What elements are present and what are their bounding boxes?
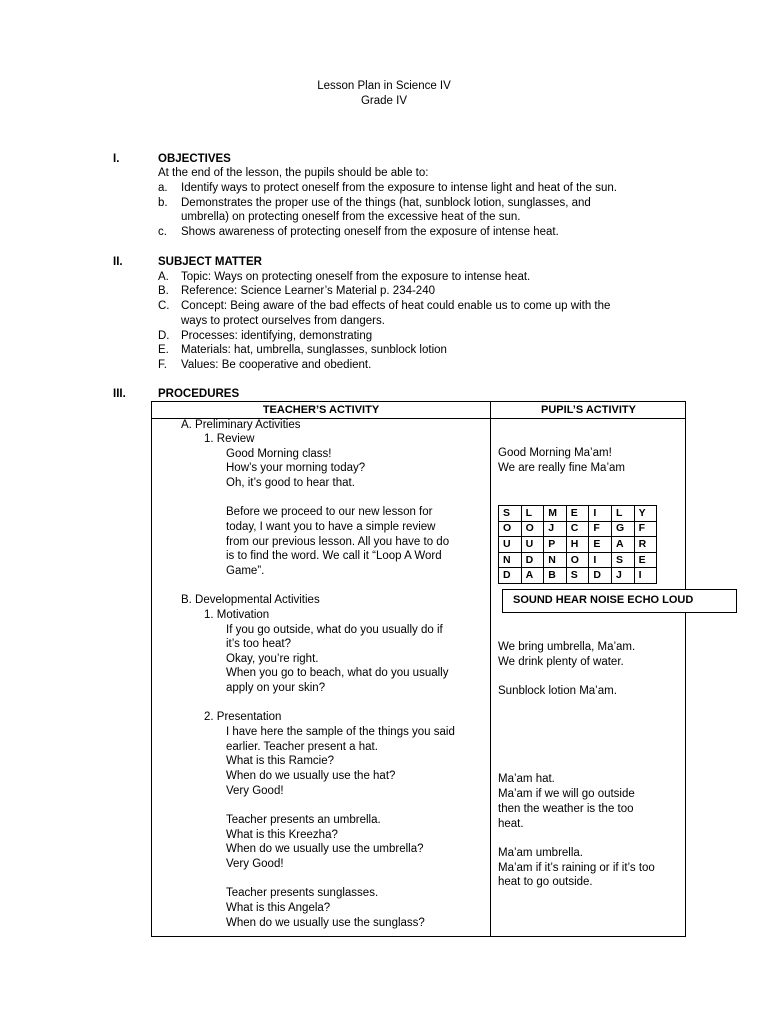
grid-cell: D <box>589 568 612 584</box>
grid-cell: M <box>544 506 567 522</box>
objective-text: Shows awareness of protecting oneself from the exposure of intense heat. <box>181 226 559 238</box>
grid-cell: O <box>521 521 544 537</box>
grid-cell: A <box>521 568 544 584</box>
grid-cell: P <box>544 537 567 553</box>
teacher-activity-line: it’s too heat? <box>226 638 292 650</box>
grid-cell: O <box>499 521 522 537</box>
teacher-activity-line: Very Good! <box>226 785 284 797</box>
teacher-activity-line: What is this Kreezha? <box>226 829 338 841</box>
pupil-activity-header: PUPIL’S ACTIVITY <box>541 404 636 416</box>
grid-cell: L <box>521 506 544 522</box>
objective-text: Demonstrates the proper use of the things (hat, sunblock lotion, sunglasses, and <box>181 197 591 209</box>
objective-marker: c. <box>158 226 167 238</box>
objective-text: umbrella) on protecting oneself from the excessive heat of the sun. <box>181 211 521 223</box>
subject-text: Topic: Ways on protecting oneself from the exposure to intense heat. <box>181 271 531 283</box>
grid-cell: R <box>634 537 657 553</box>
teacher-activity-line: 2. Presentation <box>204 711 282 723</box>
grid-cell: N <box>499 552 522 568</box>
grid-cell: J <box>611 568 634 584</box>
teacher-activity-line: is to find the word. We call it “Loop A Word <box>226 550 442 562</box>
pupil-activity-line: Ma’am if it’s raining or if it’s too <box>498 862 655 874</box>
word-list-box: SOUND HEAR NOISE ECHO LOUD <box>502 589 737 613</box>
teacher-activity-line: When do we usually use the sunglass? <box>226 917 425 929</box>
teacher-activity-line: What is this Angela? <box>226 902 331 914</box>
teacher-activity-line: Teacher presents an umbrella. <box>226 814 381 826</box>
grid-cell: H <box>566 537 589 553</box>
teacher-activity-line: Very Good! <box>226 858 284 870</box>
subject-text: ways to protect ourselves from dangers. <box>181 315 385 327</box>
subject-heading: SUBJECT MATTER <box>158 256 262 268</box>
teacher-activity-line: Oh, it’s good to hear that. <box>226 477 355 489</box>
grid-cell: A <box>611 537 634 553</box>
grid-cell: S <box>611 552 634 568</box>
subject-marker: F. <box>158 359 167 371</box>
procedures-heading: PROCEDURES <box>158 388 240 400</box>
page-subtitle: Grade IV <box>360 95 408 107</box>
teacher-activity-line: A. Preliminary Activities <box>181 419 301 431</box>
pupil-activity-line: heat to go outside. <box>498 876 593 888</box>
subject-text: Materials: hat, umbrella, sunglasses, sunblock lotion <box>181 344 447 356</box>
grid-cell: C <box>566 521 589 537</box>
grid-row <box>499 521 657 537</box>
grid-cell: F <box>634 521 657 537</box>
subject-text: Processes: identifying, demonstrating <box>181 330 373 342</box>
teacher-activity-line: How’s your morning today? <box>226 462 366 474</box>
pupil-activity-line: We are really fine Ma’am <box>498 462 625 474</box>
grid-cell: S <box>566 568 589 584</box>
pupil-activity-line: then the weather is the too <box>498 803 634 815</box>
pupil-activity-line: We bring umbrella, Ma’am. <box>498 641 636 653</box>
grid-cell: Y <box>634 506 657 522</box>
teacher-activity-line: B. Developmental Activities <box>181 594 320 606</box>
column-divider <box>490 402 491 936</box>
objective-marker: b. <box>158 197 168 209</box>
grid-row <box>499 537 657 553</box>
objective-marker: a. <box>158 182 168 194</box>
teacher-activity-line: from our previous lesson. All you have to do <box>226 536 450 548</box>
grid-cell: B <box>544 568 567 584</box>
grid-cell: G <box>611 521 634 537</box>
grid-cell: I <box>589 506 612 522</box>
teacher-activity-line: Game”. <box>226 565 265 577</box>
grid-cell: D <box>499 568 522 584</box>
teacher-activity-line: What is this Ramcie? <box>226 755 335 767</box>
objective-text: Identify ways to protect oneself from the exposure to intense light and heat of the sun. <box>181 182 617 194</box>
objectives-intro: At the end of the lesson, the pupils should be able to: <box>158 167 429 179</box>
teacher-activity-line: Okay, you’re right. <box>226 653 319 665</box>
subject-marker: A. <box>158 271 169 283</box>
teacher-activity-line: earlier. Teacher present a hat. <box>226 741 378 753</box>
pupil-activity-line: Ma’am hat. <box>498 773 555 785</box>
grid-row <box>499 506 657 522</box>
grid-cell: F <box>589 521 612 537</box>
subject-text: Concept: Being aware of the bad effects of heat could enable us to come up with the <box>181 300 611 312</box>
grid-cell: O <box>566 552 589 568</box>
grid-cell: I <box>589 552 612 568</box>
grid-cell: L <box>611 506 634 522</box>
objectives-number: I. <box>113 153 120 165</box>
teacher-activity-line: When do we usually use the hat? <box>226 770 396 782</box>
grid-cell: U <box>521 537 544 553</box>
objectives-heading: OBJECTIVES <box>158 153 231 165</box>
teacher-activity-line: When you go to beach, what do you usually <box>226 667 449 679</box>
grid-row <box>499 568 657 584</box>
grid-cell: E <box>634 552 657 568</box>
teacher-activity-line: Teacher presents sunglasses. <box>226 887 379 899</box>
subject-marker: D. <box>158 330 170 342</box>
grid-cell: I <box>634 568 657 584</box>
teacher-activity-line: today, I want you to have a simple review <box>226 521 436 533</box>
teacher-activity-line: 1. Motivation <box>204 609 270 621</box>
teacher-activity-line: I have here the sample of the things you said <box>226 726 455 738</box>
grid-cell: S <box>499 506 522 522</box>
pupil-activity-line: Sunblock lotion Ma’am. <box>498 685 617 697</box>
grid-row <box>499 552 657 568</box>
pupil-activity-line: Ma’am umbrella. <box>498 847 583 859</box>
grid-cell: N <box>544 552 567 568</box>
teacher-activity-line: 1. Review <box>204 433 255 445</box>
teacher-activity-line: Good Morning class! <box>226 448 332 460</box>
procedures-number: III. <box>113 388 126 400</box>
subject-marker: C. <box>158 300 170 312</box>
teacher-activity-line: apply on your skin? <box>226 682 326 694</box>
grid-cell: E <box>566 506 589 522</box>
grid-cell: J <box>544 521 567 537</box>
subject-text: Reference: Science Learner’s Material p. 234-240 <box>181 285 435 297</box>
subject-number: II. <box>113 256 123 268</box>
grid-cell: U <box>499 537 522 553</box>
pupil-activity-line: We drink plenty of water. <box>498 656 624 668</box>
teacher-activity-line: When do we usually use the umbrella? <box>226 843 424 855</box>
teacher-activity-line: Before we proceed to our new lesson for <box>226 506 433 518</box>
subject-marker: B. <box>158 285 169 297</box>
pupil-activity-line: Good Morning Ma’am! <box>498 447 612 459</box>
pupil-activity-line: Ma’am if we will go outside <box>498 788 635 800</box>
grid-cell: D <box>521 552 544 568</box>
teacher-activity-line: If you go outside, what do you usually do if <box>226 624 443 636</box>
loop-a-word-grid <box>498 505 657 584</box>
grid-cell: E <box>589 537 612 553</box>
page-title: Lesson Plan in Science IV <box>317 80 451 92</box>
subject-marker: E. <box>158 344 169 356</box>
teacher-activity-header: TEACHER’S ACTIVITY <box>262 404 380 416</box>
subject-text: Values: Be cooperative and obedient. <box>181 359 372 371</box>
pupil-activity-line: heat. <box>498 818 524 830</box>
